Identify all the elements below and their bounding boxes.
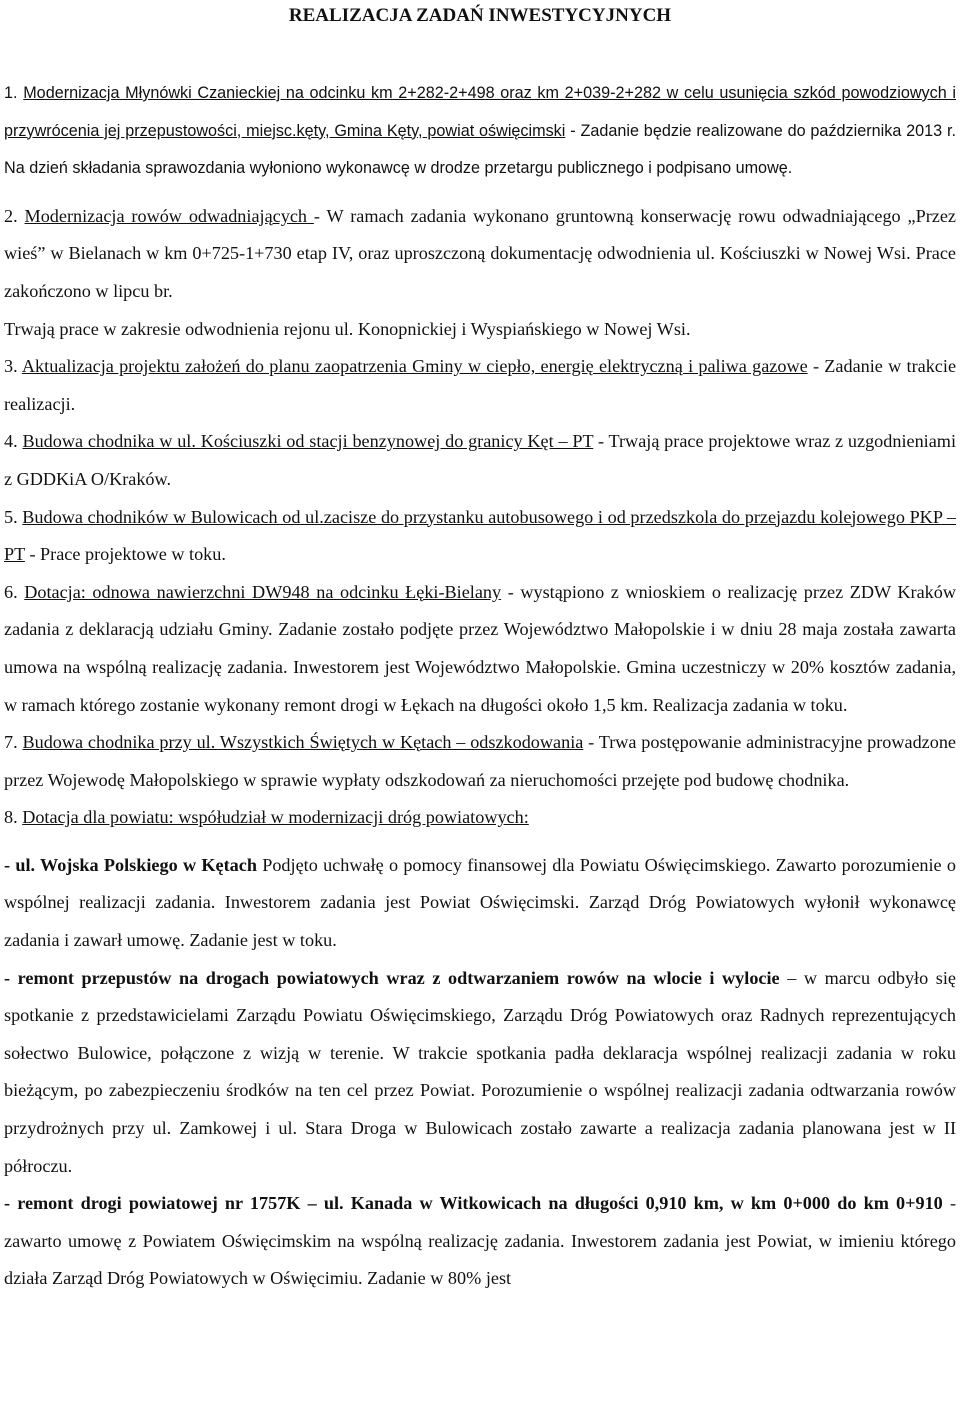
- subitem-wojska-polskiego-text: Podjęto uchwałę o pomocy finansowej dla Powiatu Oświęcimskiego. Zawarto porozumienie o wspólnej realizacji zadania. Inwestorem zadania jest Powiat Oświęcimski. Zarząd Dróg Powiatowych wyłonił wykonawcę zadania i zawarł umowę. Zadanie jest w toku.: [4, 854, 956, 951]
- subitem-remont-drogi: [4, 1185, 956, 1298]
- page-title: REALIZACJA ZADAŃ INWESTYCYJNYCH: [288, 5, 672, 26]
- item-5-text: - Prace projektowe w toku.: [24, 544, 226, 565]
- item-2-number: 2.: [4, 205, 18, 226]
- item-3-text: - Zadanie w trakcie realizacji.: [4, 356, 957, 414]
- item-4: [4, 423, 956, 498]
- subitem-przepusty-title: - remont przepustów na drogach powiatowych wraz z odtwarzaniem rowów na wlocie i wylocie: [4, 967, 780, 988]
- item-7-title: Budowa chodnika przy ul. Wszystkich Świętych w Kętach – odszkodowania: [22, 732, 584, 753]
- item-8-number: 8.: [4, 807, 18, 828]
- item-7-number: 7.: [4, 732, 18, 753]
- item-3-title: Aktualizacja projektu założeń do planu zaopatrzenia Gminy w ciepło, energię elektryczną i paliwa gazowe: [21, 356, 808, 377]
- item-5-title: Budowa chodników w Bulowicach od ul.zacisze do przystanku autobusowego i od przedszkola do przejazdu kolejowego PKP – PT: [4, 506, 956, 565]
- item-4-number: 4.: [4, 431, 18, 452]
- item-2-title: Modernizacja rowów odwadniających: [24, 205, 314, 226]
- subitem-wojska-polskiego-title: - ul. Wojska Polskiego w Kętach: [4, 854, 257, 875]
- item-7-text: - Trwa postępowanie administracyjne prowadzone przez Wojewodę Małopolskiego w sprawie wypłaty odszkodowań za nieruchomości przejęte pod budowę chodnika.: [4, 732, 956, 790]
- item-4-text: - Trwają prace projektowe wraz z uzgodnieniami z GDDKiA O/Kraków.: [4, 431, 957, 489]
- item-8-title: Dotacja dla powiatu: współudział w modernizacji dróg powiatowych:: [22, 807, 529, 828]
- item-1-number: 1.: [4, 84, 18, 102]
- item-1-title: Modernizacja Młynówki Czanieckiej na odcinku km 2+282-2+498 oraz km 2+039-2+282 w celu usunięcia szkód powodziowych i przywrócenia jej przepustowości, miejsc.kęty, Gmina Kęty, powiat oświęcimski: [4, 84, 956, 140]
- item-6-number: 6.: [4, 581, 18, 602]
- item-5: [4, 499, 956, 574]
- subitem-przepusty: [4, 960, 956, 1186]
- item-2-extra: Trwają prace w zakresie odwodnienia rejonu ul. Konopnickiej i Wyspiańskiego w Nowej Wsi.: [4, 318, 691, 339]
- subitem-remont-drogi-text: - zawarto umowę z Powiatem Oświęcimskim na wspólną realizację zadania. Inwestorem zadania jest Powiat, w imieniu którego działa Zarząd Dróg Powiatowych w Oświęcimiu. Zadanie w 80% jest: [4, 1193, 956, 1289]
- subitem-remont-drogi-title: - remont drogi powiatowej nr 1757K – ul. Kanada w Witkowicach na długości 0,910 km, w km 0+000 do km 0+910: [4, 1193, 943, 1214]
- item-6: [4, 574, 956, 724]
- item-4-title: Budowa chodnika w ul. Kościuszki od stacji benzynowej do granicy Kęt – PT: [22, 431, 594, 452]
- item-1-text: - Zadanie będzie realizowane do października 2013 r. Na dzień składania sprawozdania wyłoniono wykonawcę w drodze przetargu publicznego i podpisano umowę.: [4, 121, 957, 178]
- item-7: [4, 724, 956, 799]
- item-5-number: 5.: [4, 506, 18, 527]
- item-6-title: Dotacja: odnowa nawierzchni DW948 na odcinku Łęki-Bielany: [24, 581, 502, 602]
- item-2: [4, 198, 956, 311]
- item-3: [4, 348, 956, 423]
- item-6-text: - wystąpiono z wnioskiem o realizację przez ZDW Kraków zadania z deklaracją udziału Gminy. Zadanie zostało podjęte przez Województwo Małopolskie i w dniu 28 maja została zawarta umowa na wspólną realizację zadania. Inwestorem jest Województwo Małopolskie. Gmina uczestniczy w 20% kosztów zadania, w ramach którego zostanie wykonany remont drogi w Łękach na długości około 1,5 km. Realizacja zadania w toku.: [4, 581, 957, 715]
- item-8: [4, 799, 956, 837]
- item-2-text: - W ramach zadania wykonano gruntowną konserwację rowu odwadniającego „Przez wieś” w Bielanach w km 0+725-1+730 etap IV, oraz uproszczoną dokumentację odwodnienia ul. Kościuszki w Nowej Wsi. Prace zakończono w lipcu br.: [4, 205, 956, 301]
- subitem-przepusty-text: – w marcu odbyło się spotkanie z przedstawicielami Zarządu Powiatu Oświęcimskiego, Zarządu Dróg Powiatowych oraz Radnych reprezentujących sołectwo Bulowice, połączone z wizją w terenie. W trakcie spotkania padła deklaracja wspólnej realizacji zadania w roku bieżącym, po zabezpieczeniu środków na ten cel przez Powiat. Porozumienie o wspólnej realizacji zadania odtwarzania rowów przydrożnych przy ul. Zamkowej i ul. Stara Droga w Bulowicach zostało zawarte a realizacja zadania planowana jest w II półroczu.: [4, 967, 956, 1176]
- item-1: [4, 75, 956, 188]
- subitem-wojska-polskiego: [4, 847, 956, 960]
- item-3-number: 3.: [4, 356, 18, 377]
